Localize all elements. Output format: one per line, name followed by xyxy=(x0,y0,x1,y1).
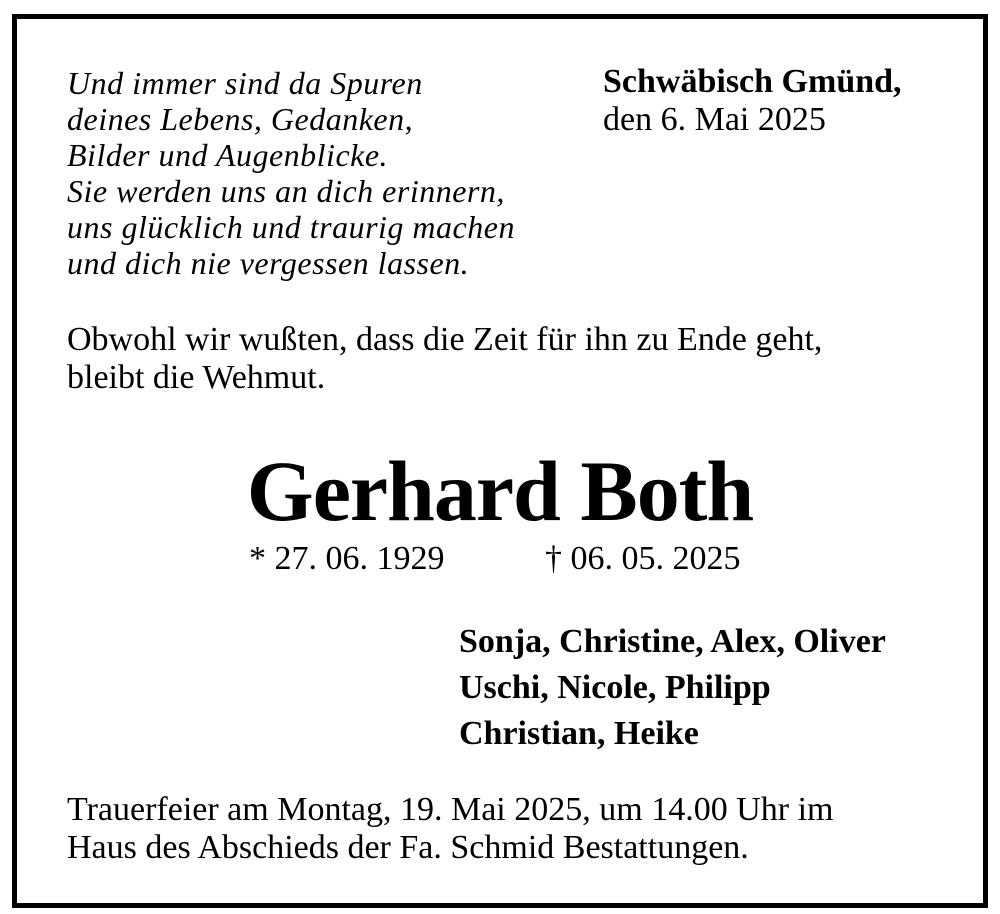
obituary-border xyxy=(12,14,988,908)
death-date: † 06. 05. 2025 xyxy=(545,540,741,577)
mourners-line: Uschi, Nicole, Philipp xyxy=(459,669,771,706)
deceased-name: Gerhard Both xyxy=(246,443,754,539)
birth-date: * 27. 06. 1929 xyxy=(249,540,445,577)
funeral-info xyxy=(67,791,833,867)
notice-date: den 6. Mai 2025 xyxy=(603,101,826,138)
life-dates xyxy=(249,539,741,579)
memorial-poem xyxy=(67,65,515,281)
poem-line: Bilder und Augenblicke. xyxy=(67,137,389,173)
mourners-line: Sonja, Christine, Alex, Oliver xyxy=(459,623,886,660)
intro-line: Obwohl wir wußten, dass die Zeit für ihn zu Ende geht, xyxy=(67,321,823,358)
funeral-info-line: Haus des Abschieds der Fa. Schmid Bestattungen. xyxy=(67,829,749,866)
poem-line: Sie werden uns an dich erinnern, xyxy=(67,173,505,209)
mourners-list xyxy=(459,619,886,757)
city: Schwäbisch Gmünd, xyxy=(603,63,902,100)
intro-text xyxy=(67,321,822,397)
intro-line: bleibt die Wehmut. xyxy=(67,359,326,396)
funeral-info-line: Trauerfeier am Montag, 19. Mai 2025, um 14.00 Uhr im xyxy=(67,791,834,828)
mourners-line: Christian, Heike xyxy=(459,715,699,752)
poem-line: uns glücklich und traurig machen xyxy=(67,209,515,245)
poem-line: Und immer sind da Spuren xyxy=(67,65,423,101)
poem-line: und dich nie vergessen lassen. xyxy=(67,245,470,281)
place-and-date xyxy=(603,63,902,139)
poem-line: deines Lebens, Gedanken, xyxy=(67,101,414,137)
